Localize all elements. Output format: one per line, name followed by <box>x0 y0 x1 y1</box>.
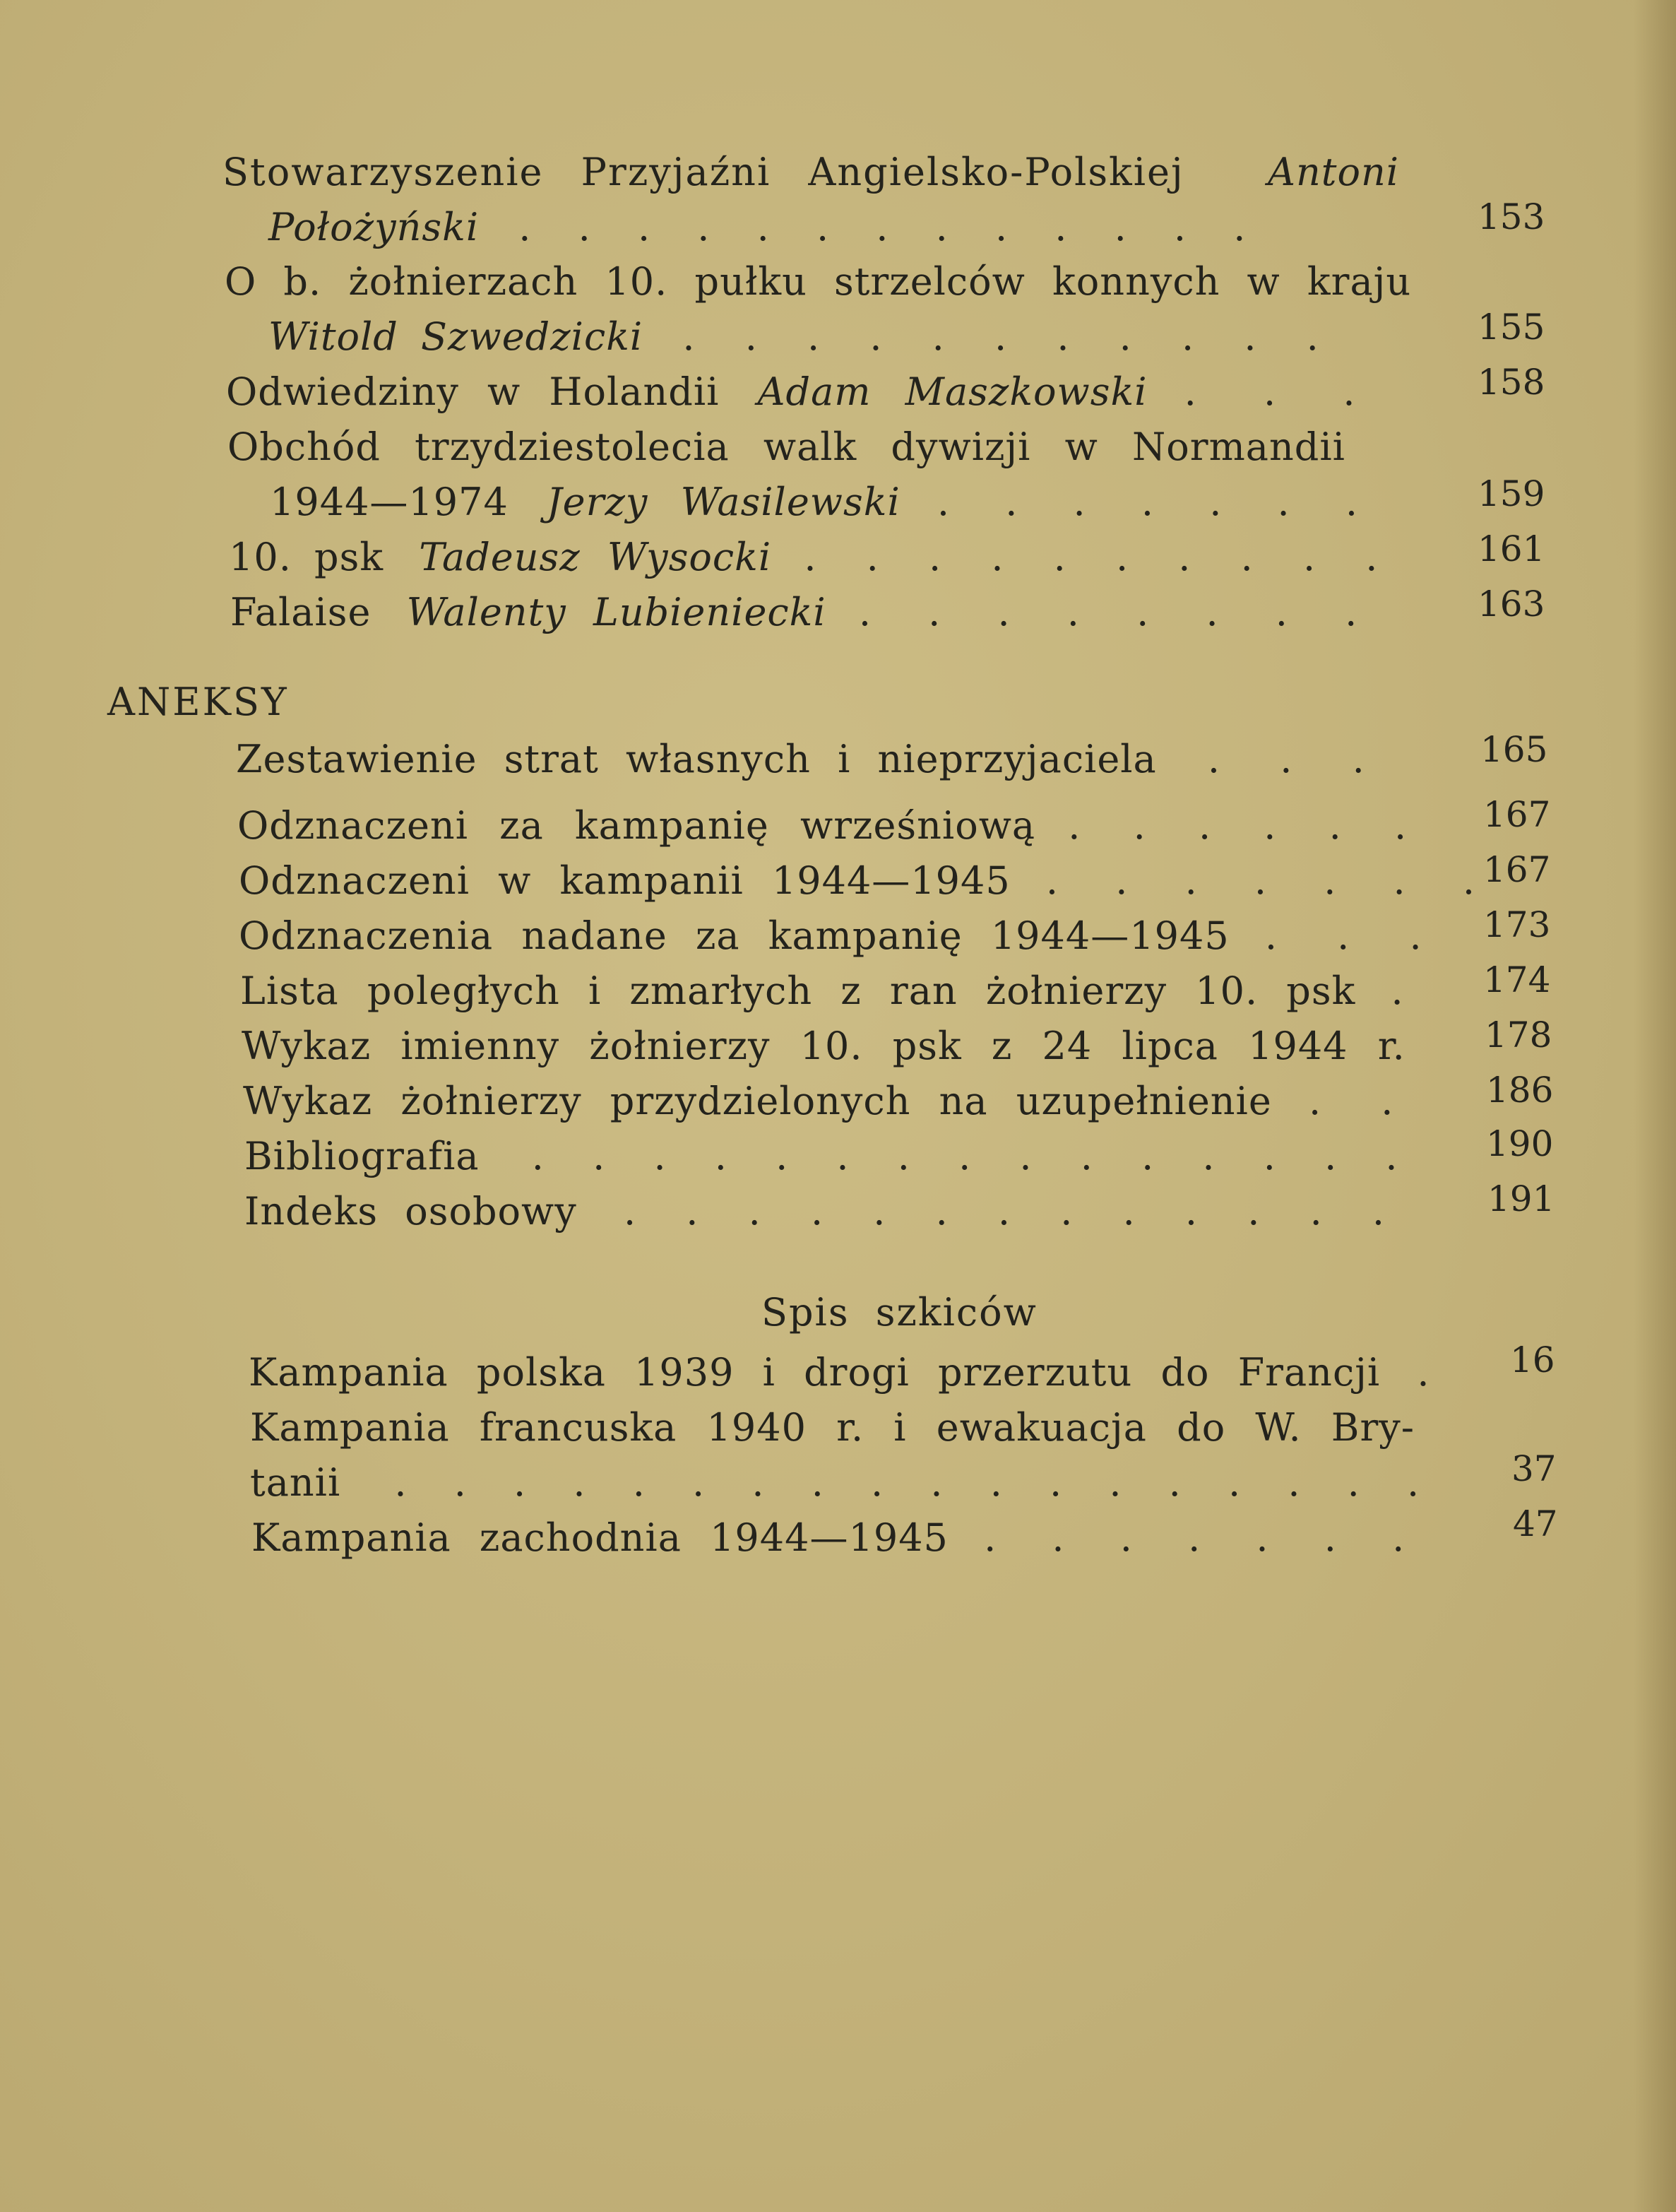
page-number: 153 <box>1478 196 1545 237</box>
page-edge-shadow <box>1634 0 1676 2212</box>
toc-entry-line <box>250 1400 1415 1455</box>
leader-dots: . . . . . . . . . . . . . . . <box>531 1134 1408 1178</box>
entry-title: Wykaz żołnierzy przydzielonych na uzupełnienie <box>243 1079 1272 1123</box>
leader-dots: . <box>1417 1350 1456 1395</box>
entry-title: Indeks osobowy <box>244 1189 577 1234</box>
toc-entry-line <box>222 145 1416 200</box>
toc-entry-line <box>249 1345 1456 1400</box>
entry-title: Odwiedziny w Holandii <box>226 369 720 414</box>
entry-author: Tadeusz Wysocki <box>419 535 772 579</box>
leader-dots: . . . . . . . . . . . <box>682 314 1329 359</box>
leader-dots: . . . . . . <box>1068 803 1417 848</box>
leader-dots: . . . . . . . <box>1045 858 1485 903</box>
entry-title: O b. żołnierzach 10. pułku strzelców konnych w kraju <box>225 259 1412 304</box>
page-number: 190 <box>1486 1123 1554 1164</box>
toc-entry-line <box>268 200 1255 255</box>
section-heading-spis-szkicow: Spis szkiców <box>761 1290 1038 1335</box>
entry-title: Odznaczenia nadane za kampanię 1944—1945 <box>239 913 1230 958</box>
entry-author: Antoni <box>1268 150 1400 194</box>
leader-dots: . . . . . . . <box>937 480 1368 524</box>
entry-title: Obchód trzydziestolecia walk dywizji w Normandii <box>227 425 1345 469</box>
entry-title: Kampania zachodnia 1944—1945 <box>251 1515 949 1560</box>
entry-author: Jerzy Wasilewski <box>547 480 901 524</box>
leader-dots: . . . . . . . . . . <box>804 535 1388 579</box>
leader-dots: . . . . . . . . . . . . . . . . . . <box>394 1460 1430 1505</box>
entry-title: 10. psk <box>229 535 384 579</box>
leader-dots: . . . . . . . . . . . . . <box>623 1189 1395 1234</box>
toc-entry-line <box>270 475 1367 530</box>
page-number: 16 <box>1510 1339 1555 1380</box>
leader-dots: . . . . . . . . <box>858 590 1367 634</box>
page-number: 163 <box>1478 584 1545 625</box>
toc-entry-line <box>227 420 1345 475</box>
leader-dots: . . . . . . . . . . . . . <box>518 205 1256 249</box>
page-number: 191 <box>1487 1178 1555 1219</box>
leader-dots: . . <box>1308 1079 1403 1123</box>
page-number: 159 <box>1478 473 1545 514</box>
page-number: 37 <box>1511 1448 1557 1489</box>
toc-entry-line <box>250 1455 1429 1510</box>
toc-entry-line <box>240 964 1430 1019</box>
toc-entry-line <box>230 585 1367 640</box>
toc-entry-line <box>229 530 1387 585</box>
toc-entry-line <box>268 309 1329 365</box>
entry-title: Falaise <box>230 590 372 634</box>
entry-title: Stowarzyszenie Przyjaźni Angielsko-Polskiej <box>222 150 1184 194</box>
toc-entry-line <box>244 1184 1394 1239</box>
page-number: 186 <box>1486 1070 1554 1111</box>
toc-entry-line <box>244 1129 1408 1184</box>
entry-title-cont: tanii <box>250 1460 341 1505</box>
page-number: 167 <box>1483 794 1551 835</box>
entry-title: Bibliografia <box>244 1134 480 1178</box>
entry-title-cont: 1944—1974 <box>270 480 509 524</box>
entry-title: Odznaczeni za kampanię wrześniową <box>237 803 1036 848</box>
leader-dots: . . . . . . . <box>984 1515 1415 1560</box>
page-number: 161 <box>1478 528 1545 569</box>
page-number: 155 <box>1478 307 1545 348</box>
page-number: 165 <box>1480 729 1548 770</box>
page-number: 178 <box>1485 1015 1552 1055</box>
section-heading-aneksy: ANEKSY <box>107 680 289 724</box>
entry-title: Zestawienie strat własnych i nieprzyjaciela <box>236 737 1157 781</box>
entry-author: Adam Maszkowski <box>757 369 1148 414</box>
toc-entry-line <box>225 254 1411 309</box>
entry-title: Kampania francuska 1940 r. i ewakuacja do W. Bry- <box>250 1405 1415 1450</box>
leader-dots: . . . <box>1184 369 1365 414</box>
toc-entry-line <box>243 1074 1403 1129</box>
toc-entry-line <box>237 798 1416 853</box>
entry-title: Lista poległych i zmarłych z ran żołnierzy 10. psk <box>240 969 1356 1013</box>
page-number: 47 <box>1513 1503 1558 1544</box>
toc-entry-line <box>239 909 1432 964</box>
leader-dots: . . . <box>1264 913 1432 958</box>
toc-entry-line <box>226 365 1365 420</box>
leader-dots: . <box>1391 969 1430 1013</box>
entry-title: Kampania polska 1939 i drogi przerzutu do Francji <box>249 1350 1381 1395</box>
page-number: 167 <box>1483 849 1551 890</box>
page-number: 174 <box>1483 959 1551 1000</box>
leader-dots: . . . <box>1207 737 1374 781</box>
entry-author: Witold Szwedzicki <box>268 314 643 359</box>
toc-entry-line <box>251 1510 1414 1566</box>
toc-entry-line <box>242 1019 1405 1074</box>
page-number: 173 <box>1483 904 1551 945</box>
page-number: 158 <box>1478 362 1545 403</box>
entry-title: Wykaz imienny żołnierzy 10. psk z 24 lipca 1944 r. <box>242 1024 1405 1068</box>
entry-title: Odznaczeni w kampanii 1944—1945 <box>239 858 1011 903</box>
entry-author: Położyński <box>268 205 480 249</box>
entry-author: Walenty Lubieniecki <box>406 590 826 634</box>
toc-entry-line <box>236 732 1374 787</box>
toc-entry-line <box>239 853 1485 909</box>
